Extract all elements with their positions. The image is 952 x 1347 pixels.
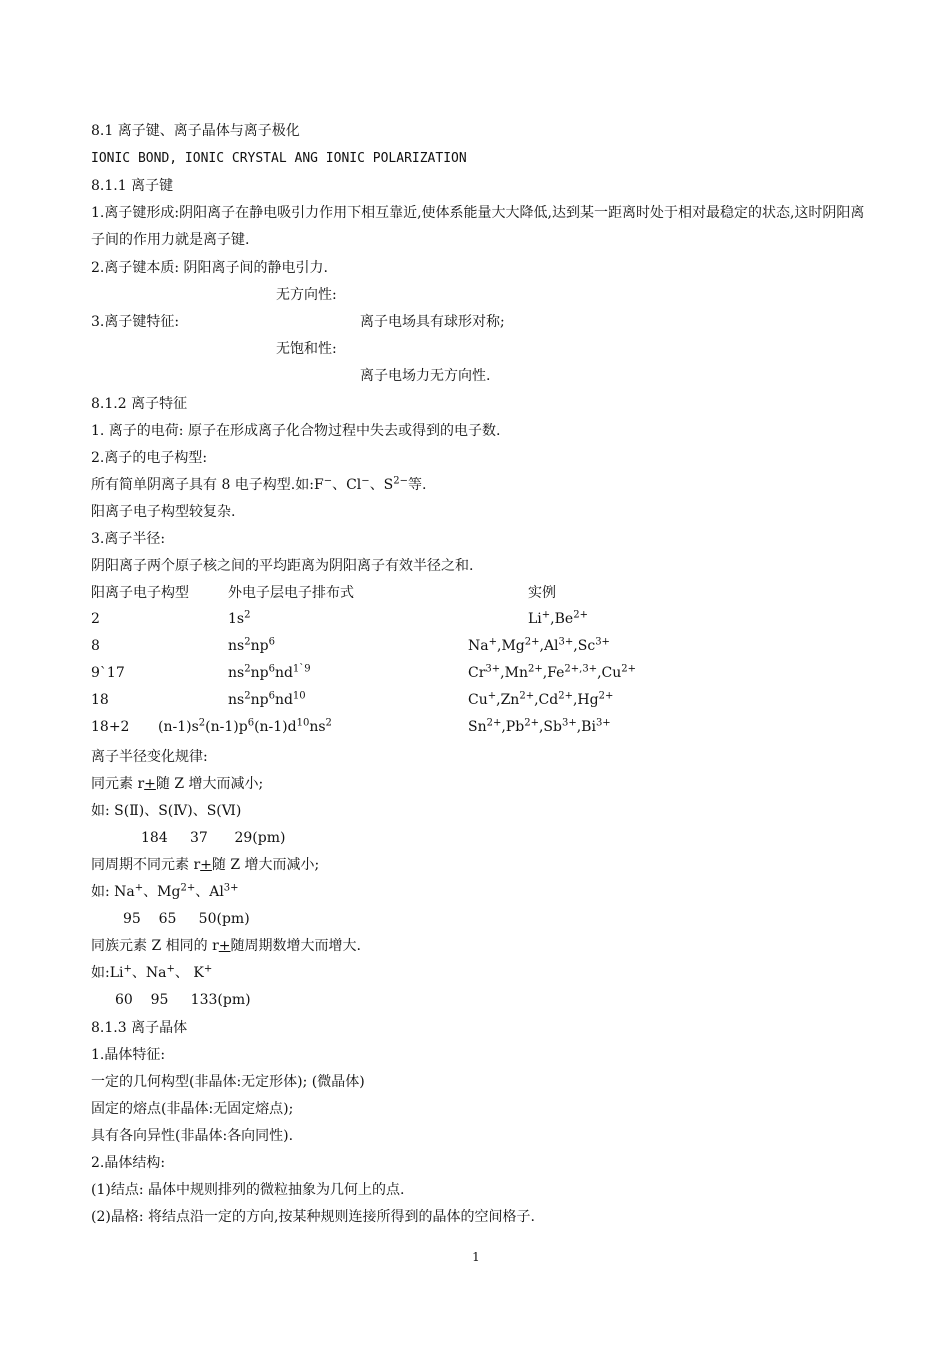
label-no-saturation: 无饱和性: <box>276 341 337 357</box>
section-heading-8-1-2: 8.1.2 离子特征 <box>91 396 188 412</box>
radius-values-period: 95 65 50(pm) <box>123 911 250 927</box>
paragraph-lattice: (2)晶格: 将结点沿一定的方向,按某种规则连接所得到的晶体的空间格子. <box>91 1209 535 1225</box>
paragraph-anisotropy: 具有各向异性(非晶体:各向同性). <box>91 1128 294 1144</box>
radius-example-s: 如: S(Ⅱ)、S(Ⅳ)、S(Ⅵ) <box>91 803 242 819</box>
table-cell-example: $Li^+,Be^{2+}$ <box>528 609 588 627</box>
radius-rule-heading: 离子半径变化规律: <box>91 749 208 765</box>
page-number: 1 <box>472 1250 480 1264</box>
radius-rule-same-element: 同元素 r+随 Z 增大而减小; <box>91 776 264 792</box>
table-cell-arrangement: $(n-1)s^2(n-1)p^6(n-1)d^{10}ns^2$ <box>158 717 332 735</box>
table-cell-example: $Sn^{2+},Pb^{2+},Sb^{3+},Bi^{3+}$ <box>468 717 611 735</box>
paragraph-melting-point: 固定的熔点(非晶体:无固定熔点); <box>91 1101 294 1117</box>
paragraph-ionic-bond-formation: 1.离子键形成:阴阳离子在静电吸引力作用下相互靠近,使体系能量大大降低,达到某一距离时处于相对最稳定的状态,这时阴阳离子间的作用力就是离子键. <box>91 205 865 248</box>
table-cell-config: 8 <box>91 638 100 654</box>
table-cell-arrangement: $ns^2np^6nd^{10}$ <box>228 690 306 708</box>
section-heading-8-1-3: 8.1.3 离子晶体 <box>91 1020 188 1036</box>
table-cell-config: 18+2 <box>91 719 130 735</box>
text-spherical-symmetry: 离子电场具有球形对称; <box>360 314 505 330</box>
paragraph-geometry: 一定的几何构型(非晶体:无定形体); (微晶体) <box>91 1074 365 1090</box>
radius-rule-same-group: 同族元素 Z 相同的 r+随周期数增大而增大. <box>91 938 361 954</box>
table-header-config: 阳离子电子构型 <box>91 585 189 601</box>
radius-values-group: 60 95 133(pm) <box>115 992 251 1008</box>
paragraph-ionic-bond-features: 3.离子键特征: <box>91 314 180 330</box>
paragraph-ion-charge: 1. 离子的电荷: 原子在形成离子化合物过程中失去或得到的电子数. <box>91 423 501 439</box>
radius-rule-same-period: 同周期不同元素 r+随 Z 增大而减小; <box>91 857 320 873</box>
table-header-example: 实例 <box>528 585 556 601</box>
label-no-direction: 无方向性: <box>276 287 337 303</box>
paragraph-electron-config: 2.离子的电子构型: <box>91 450 208 466</box>
section-heading-8-1-1: 8.1.1 离子键 <box>91 178 174 194</box>
section-heading-english: IONIC BOND, IONIC CRYSTAL ANG IONIC POLARIZATION <box>91 151 467 166</box>
table-cell-example: $Cr^{3+},Mn^{2+},Fe^{2+,3+},Cu^{2+}$ <box>468 663 637 681</box>
table-cell-example: $Cu^+,Zn^{2+},Cd^{2+},Hg^{2+}$ <box>468 690 614 708</box>
table-cell-arrangement: $ns^2np^6nd^{1`9}$ <box>228 663 311 681</box>
text-no-direction-force: 离子电场力无方向性. <box>360 368 491 384</box>
radius-example-group: 如:Li+、Na+、 K+ <box>91 963 213 981</box>
table-header-arrangement: 外电子层电子排布式 <box>228 585 354 601</box>
table-cell-arrangement: $ns^2np^6$ <box>228 636 275 654</box>
table-cell-config: 18 <box>91 692 109 708</box>
radius-values-s: 184 37 29(pm) <box>141 830 286 846</box>
table-cell-arrangement: $1s^2$ <box>228 609 251 627</box>
table-cell-config: 2 <box>91 611 100 627</box>
paragraph-crystal-structure: 2.晶体结构: <box>91 1155 166 1171</box>
paragraph-ionic-bond-nature: 2.离子键本质: 阴阳离子间的静电引力. <box>91 260 328 276</box>
paragraph-ion-radius: 3.离子半径: <box>91 531 166 547</box>
paragraph-lattice-node: (1)结点: 晶体中规则排列的微粒抽象为几何上的点. <box>91 1182 405 1198</box>
radius-example-period: 如: Na+、$Mg^{2+}$、$Al^{3+}$ <box>91 882 239 900</box>
section-heading-8-1: 8.1 离子键、离子晶体与离子极化 <box>91 123 300 139</box>
paragraph-anion-config: 所有简单阴离子具有 8 电子构型.如:F−、Cl−、$S^{2-}$等. <box>91 475 427 493</box>
paragraph-crystal-features: 1.晶体特征: <box>91 1047 166 1063</box>
paragraph-cation-config: 阳离子电子构型较复杂. <box>91 504 236 520</box>
table-cell-example: $Na^+,Mg^{2+},Al^{3+},Sc^{3+}$ <box>468 636 610 654</box>
table-cell-config: 9`17 <box>91 665 125 681</box>
paragraph-radius-definition: 阴阳离子两个原子核之间的平均距离为阴阳离子有效半径之和. <box>91 558 474 574</box>
